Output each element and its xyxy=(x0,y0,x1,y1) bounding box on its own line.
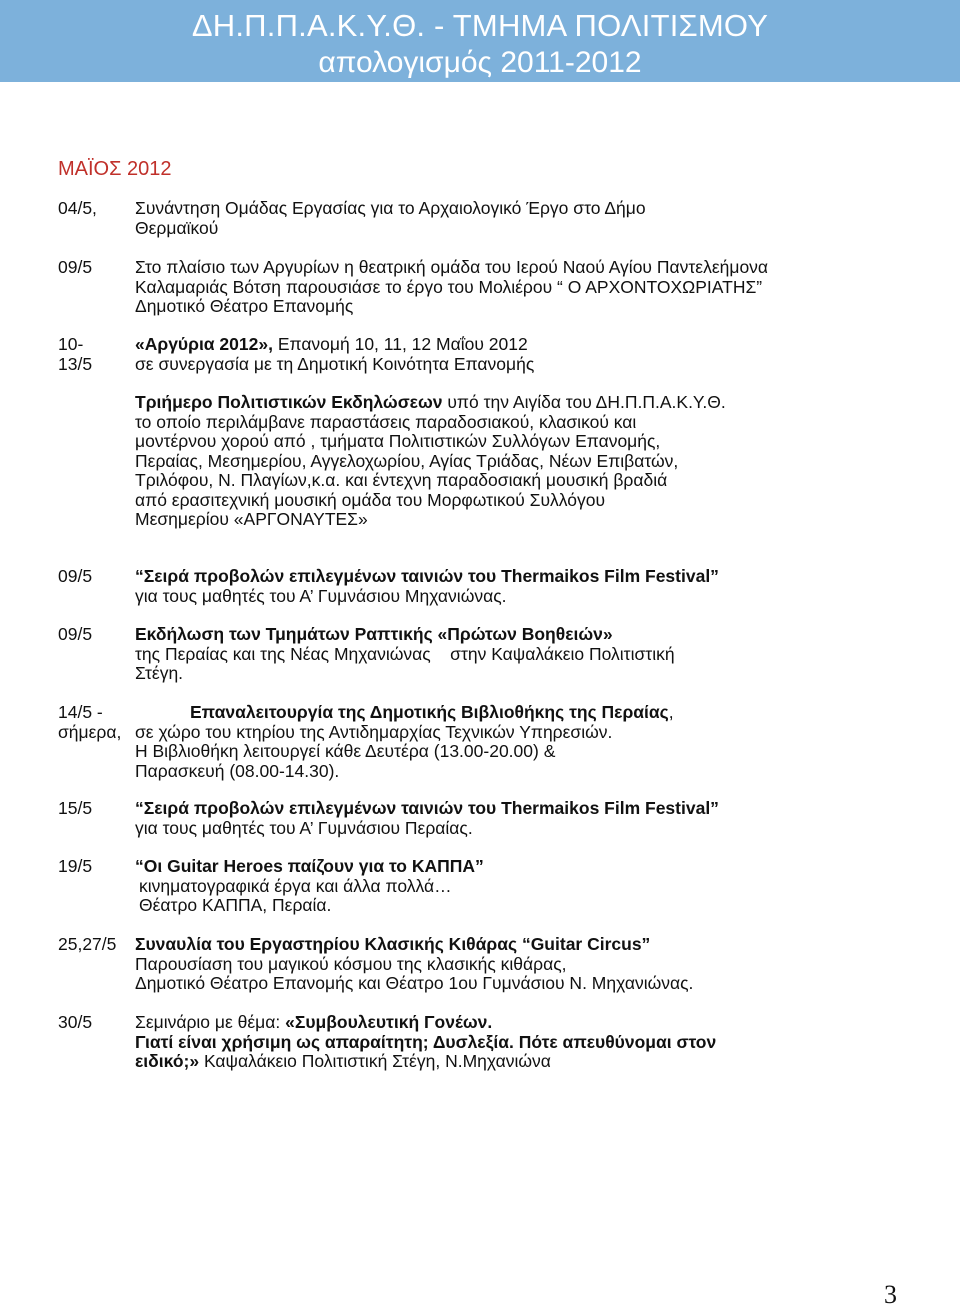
event-text: της Περαίας και της Νέας Μηχανιώνας στην Καψαλάκειο Πολιτιστική xyxy=(135,643,675,664)
event-date: 09/5 xyxy=(58,624,93,644)
event-text: Παρουσίαση του μαγικού κόσμου της κλασικής κιθάρας, xyxy=(135,953,567,974)
event-text: Θερμαϊκού xyxy=(135,217,219,238)
header-subtitle: απολογισμός 2011-2012 xyxy=(318,46,642,79)
event-title: Συναυλία του Εργαστηρίου Κλασικής Κιθάρας “Guitar Circus” xyxy=(135,934,651,954)
page-number: 3 xyxy=(884,1280,897,1309)
event-title: Επαναλειτουργία της Δημοτικής Βιβλιοθήκης της Περαίας xyxy=(190,702,669,722)
month-heading: ΜΑΪΟΣ 2012 xyxy=(58,158,172,180)
event-date: 04/5, xyxy=(58,198,97,218)
event-text: το οποίο περιλάμβανε παραστάσεις παραδοσιακού, κλασικού και xyxy=(135,411,637,432)
event-text: Στέγη. xyxy=(135,663,184,683)
event-date: 15/5 xyxy=(58,798,93,818)
event-text: Η Βιβλιοθήκη λειτουργεί κάθε Δευτέρα (13.00-20.00) & xyxy=(135,741,556,761)
event-text: Θέατρο ΚΑΠΠΑ, Περαία. xyxy=(139,895,332,915)
event-text: από ερασιτεχνική μουσική ομάδα του Μορφωτικού Συλλόγου xyxy=(135,489,606,510)
event-subtitle: Τριήμερο Πολιτιστικών Εκδηλώσεων xyxy=(135,392,443,412)
event-text: μοντέρνου χορού από , τμήματα Πολιτιστικών Συλλόγων Επανομής, xyxy=(135,431,661,451)
page-header xyxy=(0,0,960,82)
event-text: Δημοτικό Θέατρο Επανομής και Θέατρο 1ου Γυμνάσιου Ν. Μηχανιώνας. xyxy=(135,973,694,993)
event-date: 09/5 xyxy=(58,566,93,586)
event-title: «Αργύρια 2012», xyxy=(135,334,273,354)
event-title: «Συμβουλευτική Γονέων. xyxy=(285,1012,493,1032)
event-text: για τους μαθητές του Α’ Γυμνάσιου Περαίας. xyxy=(135,817,473,838)
event-date: 19/5 xyxy=(58,856,93,876)
event-title: “Οι Guitar Heroes παίζουν για το ΚΑΠΠΑ” xyxy=(135,856,484,876)
event-text: σε χώρο του κτηρίου της Αντιδημαρχίας Τεχνικών Υπηρεσιών. xyxy=(135,721,613,742)
event-text: Δημοτικό Θέατρο Επανομής xyxy=(135,296,354,316)
event-date: 30/5 xyxy=(58,1012,93,1032)
event-title: “Σειρά προβολών επιλεγμένων ταινιών του Thermaikos Film Festival” xyxy=(135,798,719,818)
event-text: κινηματογραφικά έργα και άλλα πολλά… xyxy=(139,875,452,896)
event-text: Συνάντηση Ομάδας Εργασίας για το Αρχαιολογικό Έργο στο Δήμο xyxy=(135,198,646,218)
event-text: Παρασκευή (08.00-14.30). xyxy=(135,760,340,781)
event-title: Εκδήλωση των Τμημάτων Ραπτικής «Πρώτων Βοηθειών» xyxy=(135,624,613,644)
event-text: Τριλόφου, Ν. Πλαγίων,κ.α. και έντεχνη παραδοσιακή μουσική βραδιά xyxy=(135,470,668,490)
event-text: Στο πλαίσιο των Αργυρίων η θεατρική ομάδα του Ιερού Ναού Αγίου Παντελεήμονα xyxy=(135,257,769,277)
event-title: Γιατί είναι χρήσιμη ως απαραίτητη; Δυσλεξία. Πότε απευθύνομαι στον xyxy=(135,1031,717,1052)
event-date: 25,27/5 xyxy=(58,934,117,954)
event-text: σε συνεργασία με τη Δημοτική Κοινότητα Επανομής xyxy=(135,353,535,374)
event-text: Μεσημερίου «ΑΡΓΟΝΑΥΤΕΣ» xyxy=(135,509,368,529)
event-text: «Αργύρια 2012», Επανομή 10, 11, 12 Μαΐου 2012 xyxy=(135,334,528,354)
event-text: Περαίας, Μεσημερίου, Αγγελοχωρίου, Αγίας Τριάδας, Νέων Επιβατών, xyxy=(135,450,679,471)
event-date: 10- 13/5 xyxy=(58,334,93,374)
event-title: “Σειρά προβολών επιλεγμένων ταινιών του Thermaikos Film Festival” xyxy=(135,566,719,586)
event-text: Τριήμερο Πολιτιστικών Εκδηλώσεων υπό την Αιγίδα του ΔΗ.Π.Π.Α.Κ.Υ.Θ. xyxy=(135,392,726,412)
event-date: 14/5 - σήμερα, xyxy=(58,702,122,742)
event-text: Καλαμαριάς Βότση παρουσιάσε το έργο του Μολιέρου “ Ο ΑΡΧΟΝΤΟΧΩΡΙΑΤΗΣ” xyxy=(135,276,763,297)
header-title: ΔΗ.Π.Π.Α.Κ.Υ.Θ. - ΤΜΗΜΑ ΠΟΛΙΤΙΣΜΟΥ xyxy=(191,8,769,43)
event-date: 09/5 xyxy=(58,257,93,277)
event-text: για τους μαθητές του Α’ Γυμνάσιου Μηχανιώνας. xyxy=(135,585,507,606)
